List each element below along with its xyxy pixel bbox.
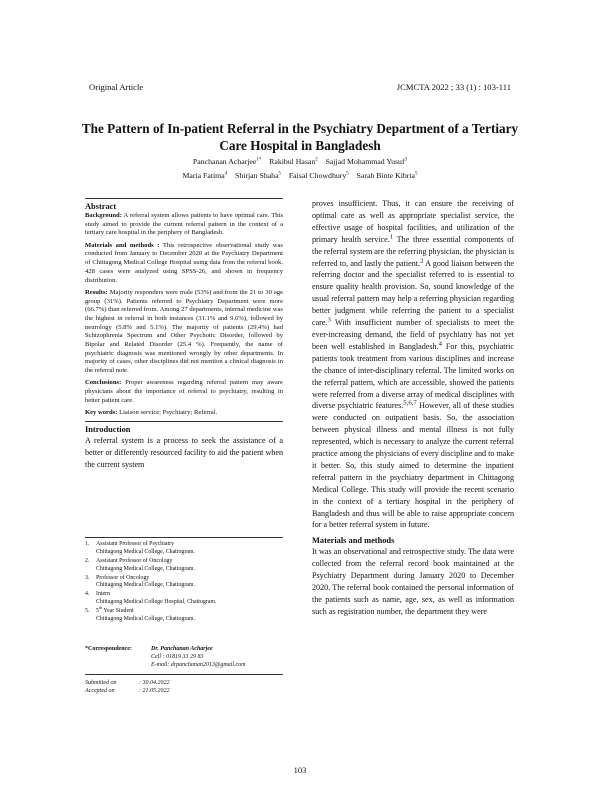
correspondence-phone: Cell : 01819 33 29 83 (151, 654, 204, 660)
affiliations (85, 537, 283, 625)
abstract-results (85, 289, 283, 376)
abstract-text: Liaison service; Psychiatry; Referral. (117, 409, 218, 417)
author-name: Maria Fatima (182, 171, 225, 180)
affiliation-place: Chittagong Medical College, Chattogram. (96, 548, 195, 555)
spacer (85, 653, 151, 661)
author-list (70, 155, 530, 183)
correspondence-row (85, 653, 283, 661)
author-sup: 2 (315, 157, 318, 163)
affiliation-number: 2. (85, 557, 90, 564)
affiliation-number: 4. (85, 591, 90, 598)
author-sup: 5 (346, 171, 349, 177)
affiliation-item (85, 605, 283, 624)
page-number: 103 (293, 765, 307, 775)
author-name: Rakibul Hasan (269, 157, 316, 166)
author-sup: 5 (278, 171, 282, 177)
abstract-label: Key words: (85, 409, 118, 417)
abstract-keywords (85, 409, 283, 418)
affiliation-role: Professor of Oncology (96, 574, 150, 581)
intro-text: For this, psychiatric patients took treatment from various disciplines and increase the chance of inter-disciplinary referral. The limited works on the referral pattern, which are accessible, showed the patients were referred from a diverse array of medical disciplines with diverse psychiatric features. (312, 341, 514, 411)
intro-text: The three essential components of the referral system are the referring physician, the physician is referred to, and lastly the patient. (312, 234, 514, 268)
affiliation-place: Chittagong Medical College, Chattogram. (96, 615, 195, 622)
affiliation-item (85, 541, 283, 557)
intro-text: However, all of these studies were conducted on outpatient basis. So, the association between physical illness and mental illness is not fully represented, which is necessary to analyze the current referral practice among the physicians of every discipline and to make it better. So, this study aimed to determine the inpatient referral pattern in the psychiatry department in Chittagong Medical College. This study will provide the recent scenario in the context of a tertiary hospital in the periphery of Bangladesh and thus will be able to raise appropriate concern for a better referral system in future. (312, 401, 514, 530)
abstract-background (85, 212, 283, 238)
materials-heading: Materials and methods (312, 536, 395, 546)
affiliation-role-num: 5 (96, 608, 99, 615)
affiliation-place: Chittagong Medical College Hospital, Chattogram. (96, 599, 217, 606)
submitted-row (85, 679, 283, 687)
affiliation-role: Assistant Professor of Psychiatry (96, 541, 175, 547)
abstract-methods (85, 242, 283, 286)
journal-citation: JCMCTA 2022 ; 33 (1) : 103-111 (396, 82, 511, 92)
intro-text: A good liaison between the referring doctor and the specialist referred to is essential to ensure quality health provision. So, sound knowledge of the usual referral pattern may help a referring physician regarding better judgment while referring the patient to a specialist care. (312, 258, 514, 328)
affiliation-role: Assistant Professor of Oncology (96, 557, 173, 564)
author-sup: 5 (415, 171, 418, 177)
author-name: Panchanan Acharjee (192, 157, 257, 166)
author-line-1 (70, 155, 530, 169)
citation-ref: 5,6,7 (403, 399, 417, 407)
abstract-label: Materials and methods : (85, 241, 160, 249)
affiliation-number: 3. (85, 574, 90, 581)
introduction-text-left: A referral system is a process to seek the assistance of a better or differently resourced facility to aid the patient when the current system (85, 436, 283, 470)
intro-text: proves insufficient. Thus, it can ensure the receiving of optimal care as well as appropriate specialist service, the effective usage of hospital facilities, and utilization of the primary health service. (312, 199, 514, 244)
abstract-text: Majority responders were male (53%) and from the 21 to 30 age group (31%). Patients referred to Psychiatry Department were more (66.7%) than referred from. Among 27 departments, internal medicine was the highest in referral in both instances (31.1% and 9.6%), followed by neurology (5.8% and 5.1%). The majority of patients (29.4%) had Schizophrenia Spectrum and Other Psychotic Disorder, followed by Bipolar and Related Disorder (25.4 %). Frequently, the name of psychiatric diagnosis was mentioned wrongly by other departments. In majority of cases, other disciplines did not mention a clinical diagnosis in the referral note. (85, 288, 283, 375)
affiliation-role-sup: th (98, 605, 103, 611)
author-name: Sarah Binte Kibria (356, 171, 416, 180)
author-sup: 1* (256, 157, 262, 163)
author-sup: 3 (404, 157, 408, 163)
correspondence-label: *Correspondence: (85, 646, 132, 652)
submitted-label: Submitted on (85, 680, 117, 686)
author-name: Faisal Chowdhury (288, 171, 347, 180)
spacer (85, 661, 151, 669)
right-column (312, 198, 514, 618)
abstract-conclusions (85, 379, 283, 405)
citation-ref: 3 (327, 316, 331, 324)
affiliation-item (85, 575, 283, 591)
accepted-date: : 21.05.2022 (139, 688, 170, 695)
left-column (85, 198, 283, 471)
affiliation-item (85, 591, 283, 607)
correspondence-email: E-mail: drpanchanan2013@gmail.com (151, 662, 246, 668)
affiliation-number: 5. (85, 608, 90, 615)
accepted-row (85, 687, 283, 695)
introduction-text-right (312, 198, 514, 531)
author-name: Shirjan Shaha (235, 171, 279, 180)
abstract-label: Background: (85, 212, 122, 219)
affiliation-role (96, 605, 195, 616)
correspondence-name: Dr. Panchanan Acharjee (151, 646, 213, 652)
divider (85, 198, 283, 199)
submitted-date: : 30.04.2022 (139, 680, 170, 686)
abstract-text: This retrospective observational study was conducted from January to December 2020 at the Psychiatry Department of Chittagong Medical College Hospital using data from the referral book. 428 cases were analyzed using SPSS-26, and shown in frequency distribution. (85, 241, 283, 284)
abstract-label: Results: (85, 288, 108, 296)
affiliation-role-rest: Year Student (102, 608, 134, 615)
author-name: Sajjad Mohammad Yusuf (325, 157, 405, 166)
affiliation-place: Chittagong Medical College, Chattogram. (96, 582, 195, 589)
correspondence-row (85, 661, 283, 669)
citation-ref: 4 (438, 340, 442, 348)
abstract-heading: Abstract (85, 202, 117, 211)
affiliation-number: 1. (85, 541, 90, 547)
submission-dates (85, 674, 283, 695)
affiliation-item (85, 558, 283, 574)
correspondence (85, 645, 283, 669)
article-type: Original Article (89, 82, 144, 92)
abstract-label: Conclusions: (85, 379, 122, 387)
materials-text: It was an observational and retrospective study. The data were collected from the referral record book maintained at the Psychiatry Department during January 2020 to December 2020. The referral book contained the personal information of the patients such as name, age, sex, as well as information such as registration number, the department they were (312, 547, 514, 616)
introduction-heading: Introduction (85, 425, 131, 435)
article-title: The Pattern of In-patient Referral in the Psychiatry Department of a Tertiary Care Hospital in Bangladesh (81, 121, 519, 153)
citation-ref: 2 (420, 256, 424, 264)
divider (85, 421, 283, 422)
abstract-text: Proper awareness regarding referral pattern may aware physicians about the importance of referral to psychiatry, resulting in better patient care. (85, 379, 283, 404)
correspondence-row (85, 645, 283, 653)
accepted-label: Accepted on (85, 688, 115, 695)
author-sup: 4 (224, 171, 228, 177)
abstract-text: A referral system allows patients to have optimal care. This study aimed to provide the current referral pattern in the context of a tertiary care hospital in the periphery of Bangladesh. (85, 212, 283, 237)
citation-ref: 1 (389, 233, 394, 241)
author-line-2 (70, 169, 530, 183)
intro-text: With insufficient number of specialists to meet the ever-increasing demand, the field of psychiatry has not yet been well established in Bangladesh. (312, 318, 514, 351)
affiliation-place: Chittagong Medical College, Chattogram. (96, 565, 195, 572)
affiliation-role: Intern (96, 591, 111, 598)
